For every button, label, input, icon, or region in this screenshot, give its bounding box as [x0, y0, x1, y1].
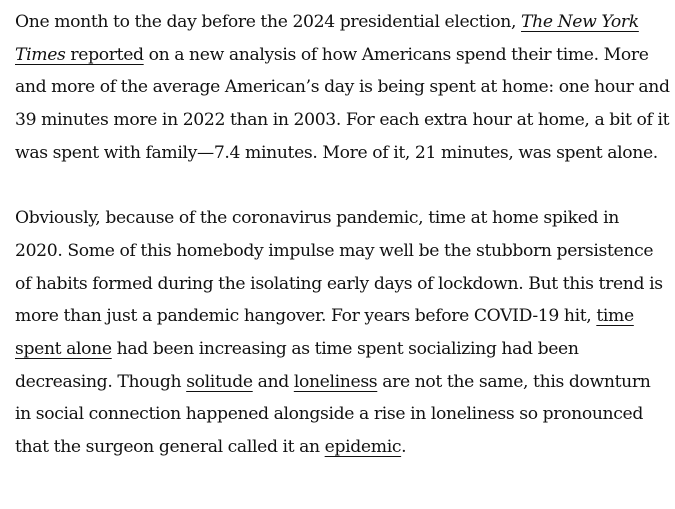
reported-text[interactable]: reported — [65, 44, 144, 65]
paragraph-text: had been increasing as time spent socializing had been decreasing. Though — [15, 339, 579, 392]
paragraph-text: Obviously, because of the coronavirus pandemic, time at home spiked in 2020. Some of this homebody impulse may well be the stubborn persistence of habits formed during the isolating early days of lockdown. But this trend is more than just a pandemic hangover. For years before COVID-19 hit, — [15, 208, 663, 327]
paragraph-text: are not the same, this downturn in social connection happened alongside a rise in loneliness so pronounced that the surgeon general called it an — [15, 371, 651, 458]
paragraph-text: One month to the day before the 2024 presidential election, — [15, 12, 522, 32]
time-spent-alone-link[interactable]: time spent alone — [15, 306, 634, 360]
nyt-title[interactable]: The New York Times — [15, 12, 639, 65]
epidemic-link[interactable]: epidemic — [324, 437, 402, 458]
paragraph-text: and — [252, 371, 294, 392]
paragraph-text: on a new analysis of how Americans spend their time. More and more of the average American’s day is being spent at home: one hour and 39 minutes more in 2022 than in 2003. For each extra hour at home, a bit of it was spent with family—7.4 minutes. More of it, 21 minutes, was spent alone. — [15, 44, 670, 163]
paragraph-2 — [15, 202, 671, 464]
paragraph-1 — [15, 6, 671, 170]
solitude-link[interactable]: solitude — [186, 371, 253, 392]
paragraph-text: . — [401, 437, 407, 458]
loneliness-link[interactable]: loneliness — [293, 371, 378, 392]
